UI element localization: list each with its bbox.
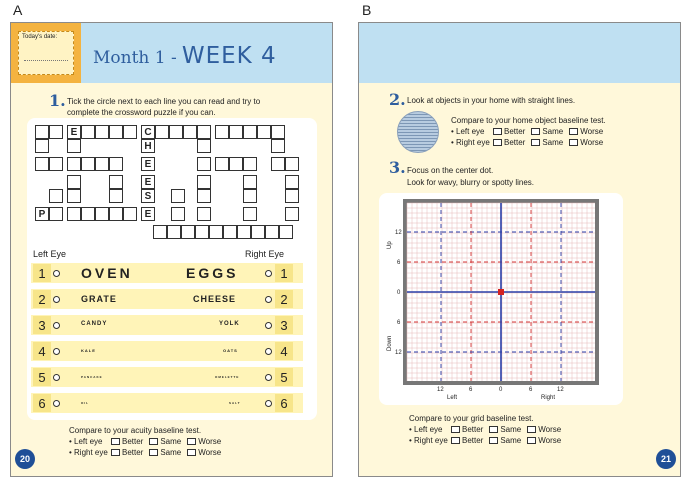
worse-checkbox[interactable]: [187, 438, 196, 445]
date-box: [11, 23, 81, 83]
crossword-cell[interactable]: [197, 157, 211, 171]
row-number-left: 3: [33, 316, 51, 334]
step3-line1: Focus on the center dot.: [407, 166, 494, 175]
crossword-cell[interactable]: [109, 157, 123, 171]
step3-line2: Look for wavy, blurry or spotty lines.: [407, 178, 535, 187]
x-tick: 0: [499, 387, 503, 393]
crossword-cell[interactable]: [109, 207, 123, 221]
right-eye-text: • Right eye: [409, 436, 448, 445]
same-checkbox[interactable]: [531, 128, 540, 135]
crossword-cell[interactable]: [49, 157, 63, 171]
right-eye-compare-row: [409, 435, 567, 446]
left-eye-circle[interactable]: [53, 348, 60, 355]
crossword-cell[interactable]: [109, 125, 123, 139]
better-checkbox[interactable]: [451, 437, 460, 444]
left-eye-circle[interactable]: [53, 374, 60, 381]
row-number-right: 6: [275, 394, 293, 412]
left-eye-circle[interactable]: [53, 400, 60, 407]
row-number-left: 5: [33, 368, 51, 386]
same-label: Same: [542, 127, 564, 136]
left-eye-label: Left Eye: [33, 249, 67, 259]
worse-label: Worse: [580, 127, 604, 136]
right-word: CHEESE: [193, 294, 237, 304]
up-label: Up: [387, 241, 393, 249]
y-tick: 6: [397, 320, 401, 326]
crossword-cell[interactable]: [49, 207, 63, 221]
right-eye-circle[interactable]: [265, 400, 272, 407]
crossword-cell[interactable]: [243, 125, 257, 139]
down-label: Down: [387, 335, 393, 351]
x-tick: 6: [529, 387, 533, 393]
worse-label: Worse: [538, 425, 562, 434]
row-number-left: 2: [33, 290, 51, 308]
panel-label-a: A: [13, 2, 23, 18]
acuity-compare: [69, 425, 227, 458]
y-tick: 6: [397, 260, 401, 266]
right-page: [358, 22, 681, 477]
crossword-cell[interactable]: [197, 125, 211, 139]
left-label: Left: [447, 395, 458, 401]
home-compare-title: Compare to your home object baseline test.: [451, 116, 606, 125]
page-number: 21: [656, 449, 676, 469]
same-label: Same: [500, 425, 522, 434]
crossword-cell[interactable]: [271, 125, 285, 139]
crossword-cell[interactable]: [35, 157, 49, 171]
right-eye-label: Right Eye: [245, 249, 285, 259]
crossword-cell[interactable]: [169, 125, 183, 139]
same-checkbox[interactable]: [149, 449, 158, 456]
row-number-right: 3: [275, 316, 293, 334]
row-number-left: 4: [33, 342, 51, 360]
crossword-cell[interactable]: [109, 189, 123, 203]
better-label: Better: [462, 425, 484, 434]
left-eye-circle[interactable]: [53, 270, 60, 277]
same-checkbox[interactable]: [531, 139, 540, 146]
same-label: Same: [160, 448, 182, 457]
crossword-cell[interactable]: E: [67, 125, 81, 139]
right-eye-circle[interactable]: [265, 296, 272, 303]
center-dot: [498, 289, 504, 295]
left-word: CANDY: [81, 321, 108, 327]
crossword-cell[interactable]: [49, 189, 63, 203]
worse-checkbox[interactable]: [569, 128, 578, 135]
crossword-cell[interactable]: [171, 189, 185, 203]
same-checkbox[interactable]: [489, 437, 498, 444]
left-word: OVEN: [81, 265, 133, 281]
header-band: [359, 23, 680, 83]
crossword-cell[interactable]: H: [141, 139, 155, 153]
row-number-right: 5: [275, 368, 293, 386]
right-eye-circle[interactable]: [265, 374, 272, 381]
right-word: EGGS: [186, 265, 239, 281]
crossword-cell[interactable]: [285, 175, 299, 189]
crossword-cell[interactable]: [35, 125, 49, 139]
date-label: Today's date:: [22, 34, 58, 40]
crossword-cell[interactable]: [197, 139, 211, 153]
crossword-cell[interactable]: [81, 125, 95, 139]
crossword-cell[interactable]: E: [141, 157, 155, 171]
crossword-cell[interactable]: P: [35, 207, 49, 221]
crossword-cell[interactable]: E: [141, 175, 155, 189]
left-eye-compare-row: [69, 436, 227, 447]
worse-checkbox[interactable]: [527, 426, 536, 433]
left-eye-circle[interactable]: [53, 296, 60, 303]
right-word: OMELETTE: [215, 375, 240, 379]
right-eye-compare-row: [69, 447, 227, 458]
same-checkbox[interactable]: [149, 438, 158, 445]
crossword-cell[interactable]: [243, 207, 257, 221]
same-label: Same: [500, 436, 522, 445]
crossword-cell[interactable]: [229, 157, 243, 171]
step2-instructions: Look at objects in your home with straight lines.: [407, 96, 576, 105]
crossword-cell[interactable]: [271, 157, 285, 171]
panel-label-b: B: [362, 2, 372, 18]
worse-label: Worse: [538, 436, 562, 445]
left-eye-text: • Left eye: [409, 425, 443, 434]
grid-compare-title: Compare to your grid baseline test.: [409, 414, 534, 423]
better-checkbox[interactable]: [493, 128, 502, 135]
crossword-cell[interactable]: [181, 225, 195, 239]
worse-checkbox[interactable]: [569, 139, 578, 146]
left-word: PANCAKE: [81, 375, 103, 379]
right-eye-circle[interactable]: [265, 322, 272, 329]
left-word: KALE: [81, 348, 96, 353]
crossword-cell[interactable]: [285, 207, 299, 221]
worse-checkbox[interactable]: [187, 449, 196, 456]
crossword-cell[interactable]: [123, 207, 137, 221]
better-checkbox[interactable]: [111, 449, 120, 456]
left-eye-compare-row: [451, 126, 609, 137]
better-checkbox[interactable]: [493, 139, 502, 146]
crossword-cell[interactable]: [155, 125, 169, 139]
page-number: 20: [15, 449, 35, 469]
worse-label: Worse: [580, 138, 604, 147]
crossword-cell[interactable]: [215, 125, 229, 139]
x-tick: 6: [469, 387, 473, 393]
better-label: Better: [462, 436, 484, 445]
worse-label: Worse: [198, 448, 222, 457]
left-word: GRATE: [81, 294, 117, 304]
crossword-cell[interactable]: [109, 175, 123, 189]
step1-number: 1.: [49, 91, 66, 110]
crossword-cell[interactable]: [229, 125, 243, 139]
left-page: [10, 22, 333, 477]
x-tick: 12: [557, 387, 564, 393]
crossword-cell[interactable]: [197, 189, 211, 203]
row-number-left: 6: [33, 394, 51, 412]
better-checkbox[interactable]: [451, 426, 460, 433]
better-label: Better: [122, 448, 144, 457]
crossword-cell[interactable]: [223, 225, 237, 239]
right-eye-text: • Right eye: [69, 448, 108, 457]
crossword-cell[interactable]: [265, 225, 279, 239]
page-title: [93, 43, 277, 69]
same-label: Same: [542, 138, 564, 147]
crossword-cell[interactable]: [67, 207, 81, 221]
y-tick: 12: [395, 350, 402, 356]
row-number-right: 2: [275, 290, 293, 308]
step1-instructions: [67, 96, 260, 118]
crossword-cell[interactable]: [81, 157, 95, 171]
worse-checkbox[interactable]: [527, 437, 536, 444]
y-tick: 12: [395, 230, 402, 236]
crossword-cell[interactable]: [171, 207, 185, 221]
crossword-cell[interactable]: [197, 175, 211, 189]
crossword-cell[interactable]: [35, 139, 49, 153]
right-eye-text: • Right eye: [451, 138, 490, 147]
crossword-cell[interactable]: [67, 189, 81, 203]
crossword-cell[interactable]: [257, 125, 271, 139]
right-word: YOLK: [219, 321, 240, 327]
crossword-cell[interactable]: [285, 189, 299, 203]
crossword-cell[interactable]: [285, 157, 299, 171]
crossword-cell[interactable]: [95, 125, 109, 139]
title-month: Month 1 -: [93, 48, 177, 68]
crossword-cell[interactable]: E: [141, 207, 155, 221]
left-eye-circle[interactable]: [53, 322, 60, 329]
amsler-grid: [379, 193, 623, 405]
crossword-cell[interactable]: [215, 157, 229, 171]
crossword-cell[interactable]: [153, 225, 167, 239]
better-label: Better: [504, 138, 526, 147]
better-label: Better: [504, 127, 526, 136]
crossword-cell[interactable]: [67, 139, 81, 153]
crossword-cell[interactable]: [251, 225, 265, 239]
right-eye-circle[interactable]: [265, 270, 272, 277]
right-eye-compare-row: [451, 137, 609, 148]
right-label: Right: [541, 395, 556, 401]
row-number-left: 1: [33, 264, 51, 282]
right-eye-circle[interactable]: [265, 348, 272, 355]
worse-label: Worse: [198, 437, 222, 446]
crossword-cell[interactable]: [167, 225, 181, 239]
better-label: Better: [122, 437, 144, 446]
step3-number: 3.: [389, 158, 406, 177]
grid-compare: [409, 413, 567, 446]
crossword-cell[interactable]: [279, 225, 293, 239]
crossword-cell[interactable]: [67, 157, 81, 171]
y-tick: 0: [397, 290, 401, 296]
crossword-cell[interactable]: S: [141, 189, 155, 203]
row-number-right: 1: [275, 264, 293, 282]
step1-line1: Tick the circle next to each line you can read and try to: [67, 97, 261, 106]
same-label: Same: [160, 437, 182, 446]
right-word: SALT: [229, 401, 241, 405]
home-object-compare: [451, 115, 609, 148]
crossword-cell[interactable]: [67, 175, 81, 189]
step3-instructions: [407, 165, 534, 189]
crossword-cell[interactable]: [195, 225, 209, 239]
crossword-cell[interactable]: [81, 207, 95, 221]
left-eye-text: • Left eye: [451, 127, 485, 136]
crossword-cell[interactable]: [243, 189, 257, 203]
crossword-cell[interactable]: [243, 157, 257, 171]
crossword-cell[interactable]: C: [141, 125, 155, 139]
crossword-cell[interactable]: [95, 157, 109, 171]
crossword-cell[interactable]: [209, 225, 223, 239]
crossword-cell[interactable]: [271, 139, 285, 153]
crossword-cell[interactable]: [95, 207, 109, 221]
left-eye-compare-row: [409, 424, 567, 435]
crossword-cell[interactable]: [183, 125, 197, 139]
crossword-cell[interactable]: [123, 125, 137, 139]
left-word: OIL: [81, 401, 89, 405]
left-eye-text: • Left eye: [69, 437, 103, 446]
step2-number: 2.: [389, 90, 406, 109]
row-number-right: 4: [275, 342, 293, 360]
x-tick: 12: [437, 387, 444, 393]
acuity-compare-title: Compare to your acuity baseline test.: [69, 426, 202, 435]
right-word: OATS: [223, 348, 238, 353]
same-checkbox[interactable]: [489, 426, 498, 433]
blinds-icon: [397, 111, 439, 153]
title-week: WEEK 4: [181, 43, 277, 69]
crossword-cell[interactable]: [237, 225, 251, 239]
better-checkbox[interactable]: [111, 438, 120, 445]
step1-line2: complete the crossword puzzle if you can.: [67, 108, 216, 117]
crossword-cell[interactable]: [243, 175, 257, 189]
crossword-cell[interactable]: [49, 125, 63, 139]
crossword-cell[interactable]: [197, 207, 211, 221]
